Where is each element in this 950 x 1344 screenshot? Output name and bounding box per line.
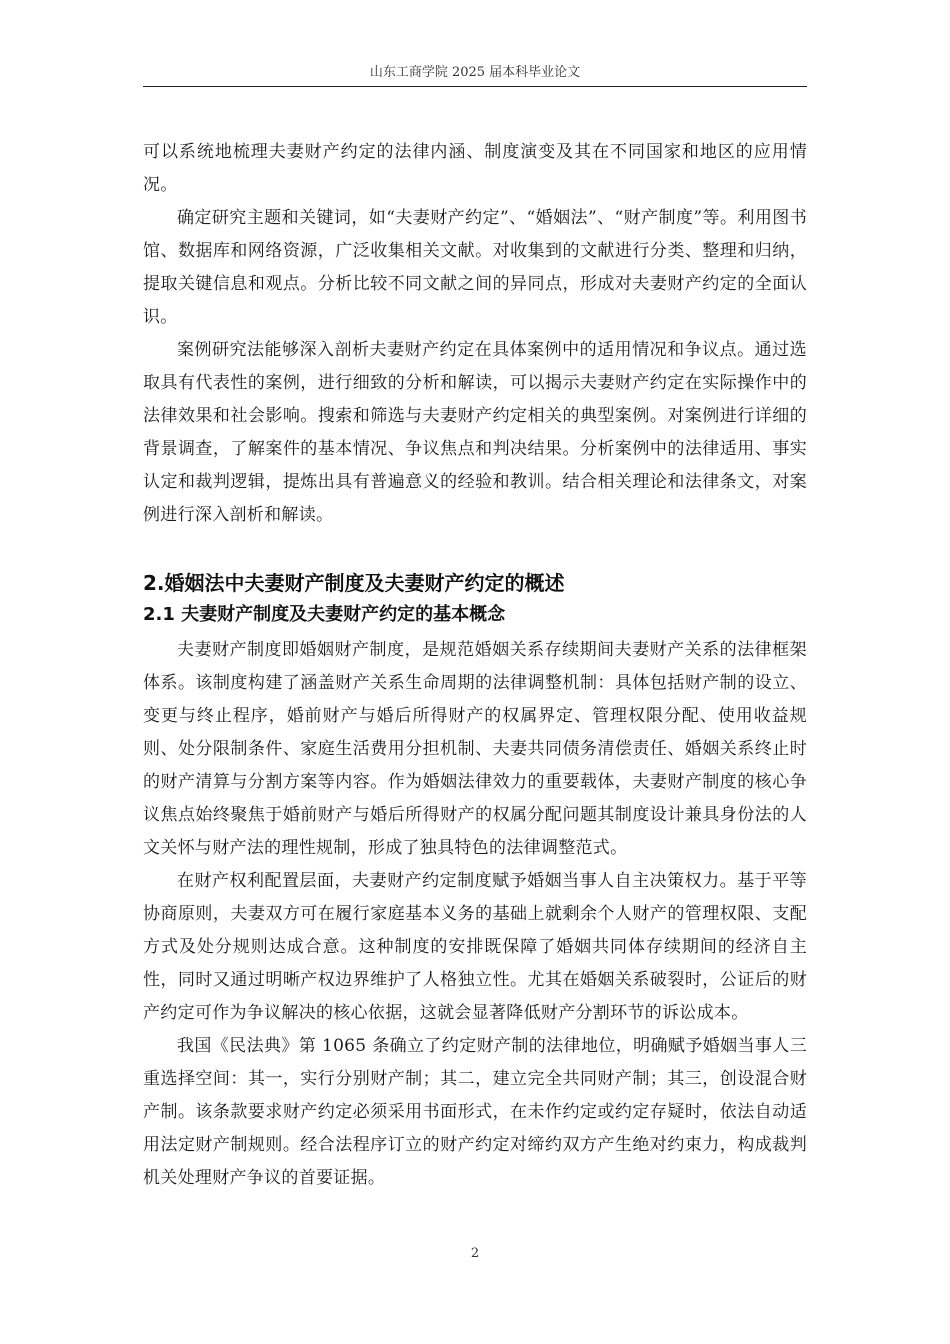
page-number: 2	[470, 1246, 480, 1261]
body-paragraph-4: 夫妻财产制度即婚姻财产制度，是规范婚姻关系存续期间夫妻财产关系的法律框架体系。该制度构建了涵盖财产关系生命周期的法律调整机制：具体包括财产制的设立、变更与终止程序，婚前财产与婚后所得财产的权属界定、管理权限分配、使用收益规则、处分限制条件、家庭生活费用分担机制、夫妻共同债务清偿责任、婚姻关系终止时的财产清算与分割方案等内容。作为婚姻法律效力的重要载体，夫妻财产制度的核心争议焦点始终聚焦于婚前财产与婚后所得财产的权属分配问题其制度设计兼具身份法的人文关怀与财产法的理性规制，形成了独具特色的法律调整范式。	[143, 640, 807, 858]
subsection-heading: 2.1 夫妻财产制度及夫妻财产约定的基本概念	[143, 604, 506, 625]
body-paragraph-5: 在财产权利配置层面，夫妻财产约定制度赋予婚姻当事人自主决策权力。基于平等协商原则，夫妻双方可在履行家庭基本义务的基础上就剩余个人财产的管理权限、支配方式及处分规则达成合意。这种制度的安排既保障了婚姻共同体存续期间的经济自主性，同时又通过明晰产权边界维护了人格独立性。尤其在婚姻关系破裂时，公证后的财产约定可作为争议解决的核心依据，这就会显著降低财产分割环节的诉讼成本。	[143, 871, 807, 1023]
section-heading: 2.婚姻法中夫妻财产制度及夫妻财产约定的概述	[143, 571, 565, 595]
body-paragraph-3: 案例研究法能够深入剖析夫妻财产约定在具体案例中的适用情况和争议点。通过选取具有代表性的案例，进行细致的分析和解读，可以揭示夫妻财产约定在实际操作中的法律效果和社会影响。搜索和筛选与夫妻财产约定相关的典型案例。对案例进行详细的背景调查，了解案件的基本情况、争议焦点和判决结果。分析案例中的法律适用、事实认定和裁判逻辑，提炼出具有普遍意义的经验和教训。结合相关理论和法律条文，对案例进行深入剖析和解读。	[143, 340, 807, 525]
page-header: 山东工商学院 2025 届本科毕业论文	[143, 60, 807, 87]
body-paragraph-2: 确定研究主题和关键词，如“夫妻财产约定”、“婚姻法”、“财产制度”等。利用图书馆、数据库和网络资源，广泛收集相关文献。对收集到的文献进行分类、整理和归纳，提取关键信息和观点。分析比较不同文献之间的异同点，形成对夫妻财产约定的全面认识。	[143, 208, 807, 327]
body-paragraph-1: 可以系统地梳理夫妻财产约定的法律内涵、制度演变及其在不同国家和地区的应用情况。	[143, 142, 807, 195]
page-body	[143, 136, 807, 1195]
body-paragraph-6: 我国《民法典》第 1065 条确立了约定财产制的法律地位，明确赋予婚姻当事人三重选择空间：其一，实行分别财产制；其二，建立完全共同财产制；其三，创设混合财产制。该条款要求财产约定必须采用书面形式，在未作约定或约定存疑时，依法自动适用法定财产制规则。经合法程序订立的财产约定对缔约双方产生绝对约束力，构成裁判机关处理财产争议的首要证据。	[143, 1036, 807, 1188]
